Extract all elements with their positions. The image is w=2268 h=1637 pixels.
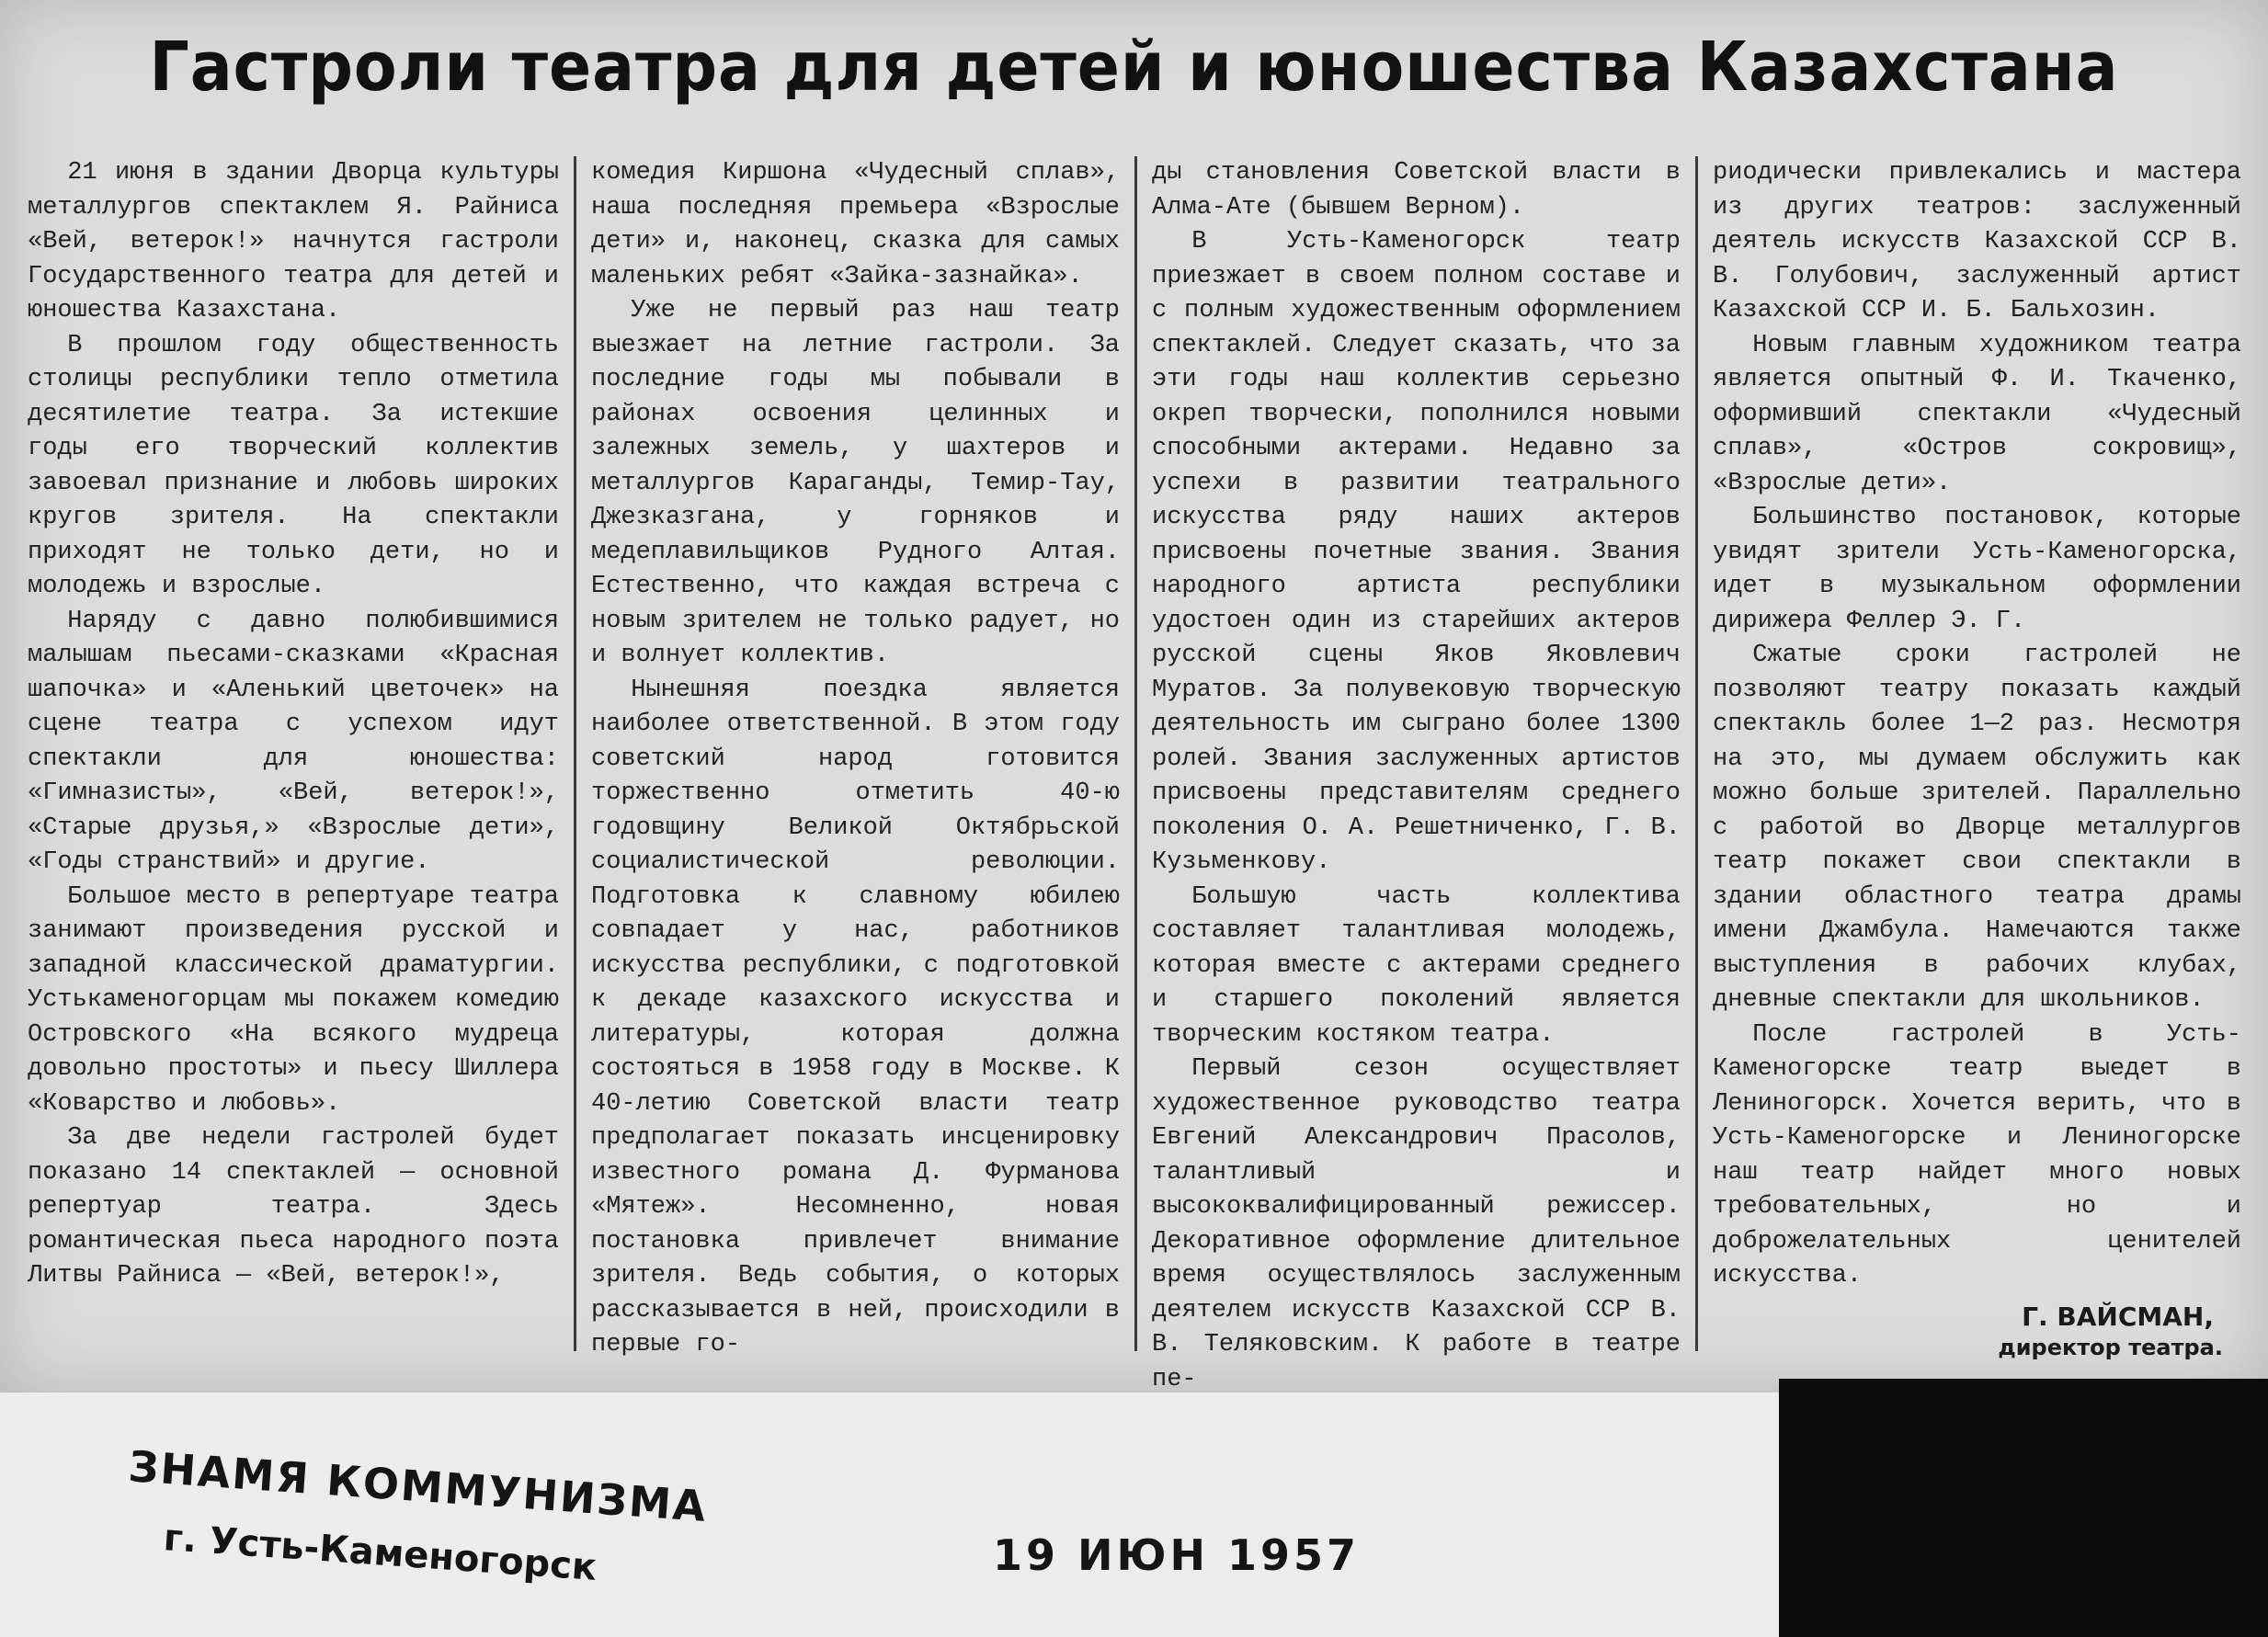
article-column-2 (574, 156, 1134, 1358)
paragraph: После гастролей в Усть-Каменогорске театр выедет в Лениногорск. Хочется верить, что в Усть-Каменогорске и Лениногорске наш театр найдет много новых требовательных, но и доброжелательных ценителей искусства. (1713, 1020, 2241, 1290)
paragraph: За две недели гастролей будет показано 14 спектаклей — основной репертуар театра. Здесь романтическая пьеса народного поэта Литвы Райниса — «Вей, ветерок!», (28, 1124, 559, 1290)
paragraph: Большое место в репертуаре театра занимают произведения русской и западной классической драматургии. Устькаменогорцам мы покажем комедию Островского «На всякого мудреца довольно простоты» и пьесу Шиллера «Коварство и любовь». (28, 882, 559, 1118)
newspaper-name-stamp: ЗНАМЯ КОММУНИЗМА (127, 1441, 710, 1531)
paragraph: Новым главным художником театра является опытный Ф. И. Ткаченко, оформивший спектакли «Чудесный сплав», «Остров сокровищ», «Взрослые дети». (1713, 331, 2241, 497)
article-column-1 (13, 156, 574, 1351)
paragraph: комедия Киршона «Чудесный сплав», наша последняя премьера «Взрослые дети» и, наконец, сказка для самых маленьких ребят «Зайка-зазнайка». (591, 159, 1120, 290)
author-signature: Г. ВАЙСМАН, (2022, 1301, 2214, 1332)
paragraph: В Усть-Каменогорск театр приезжает в своем полном составе и с полным художественным оформлением спектаклей. Следует сказать, что за эти годы наш коллектив серьезно окреп творчески, пополнился новыми способными актерами. Недавно за успехи в развитии театрального искусства ряду наших актеров присвоены почетные звания. Звания народного артиста республики удостоен один из старейших актеров русской сцены Яков Яковлевич Муратов. За полувековую творческую деятельность им сыграно более 1300 ролей. Звания заслуженных артистов присвоены представителям среднего поколения О. А. Решетниченко, Г. В. Кузьменкову. (1152, 228, 1681, 876)
paragraph: Нынешняя поездка является наиболее ответственной. В этом году советский народ готовится торжественно отметить 40-ю годовщину Великой Октябрьской социалистической революции. Подготовка к славному юбилею совпадает у нас, работников искусства республики, с подготовкой к декаде казахского искусства и литературы, которая должна состояться в 1958 году в Москве. К 40-летию Советской власти театр предполагает показать инсценировку известного романа Д. Фурманова «Мятеж». Несомненно, новая постановка привлечет внимание зрителя. Ведь события, о которых рассказывается в ней, происходили в первые го- (591, 676, 1120, 1358)
city-stamp: г. Усть-Каменогорск (162, 1517, 598, 1589)
author-title: директор театра. (1998, 1334, 2223, 1360)
date-stamp: 19 ИЮН 1957 (993, 1530, 1361, 1580)
article-column-4 (1695, 156, 2256, 1360)
paragraph: В прошлом году общественность столицы республики тепло отметила десятилетие театра. За истекшие годы его творческий коллектив завоевал признание и любовь широких кругов зрителя. На спектакли приходят не только дети, но и молодежь и взрослые. (28, 331, 559, 600)
paragraph: 21 июня в здании Дворца культуры металлургов спектаклем Я. Райниса «Вей, ветерок!» начнутся гастроли Государственного театра для детей и юношества Казахстана. (28, 159, 559, 324)
paragraph: Сжатые сроки гастролей не позволяют театру показать каждый спектакль более 1—2 раз. Несмотря на это, мы думаем обслужить как можно больше зрителей. Параллельно с работой во Дворце металлургов театр покажет свои спектакли в здании областного театра драмы имени Джамбула. Намечаются также выступления в рабочих клубах, дневные спектакли для школьников. (1713, 642, 2241, 1014)
paragraph: Первый сезон осуществляет художественное руководство театра Евгений Александрович Прасолов, талантливый и высококвалифицированный режиссер. Декоративное оформление длительное время осуществлялось заслуженным деятелем искусств Казахской ССР В. В. Теляковским. К работе в театре пе- (1152, 1055, 1681, 1393)
paragraph: ды становления Советской власти в Алма-Ате (бывшем Верном). (1152, 159, 1681, 222)
paragraph: Большинство постановок, которые увидят зрители Усть-Каменогорска, идет в музыкальном оформлении дирижера Феллер Э. Г. (1713, 504, 2241, 635)
article-column-3 (1134, 156, 1695, 1393)
mounting-paper (0, 1393, 1779, 1637)
paragraph: риодически привлекались и мастера из других театров: заслуженный деятель искусств Казахской ССР В. В. Голубович, заслуженный артист Казахской ССР И. Б. Бальхозин. (1713, 159, 2241, 324)
dark-background-corner (1779, 1379, 2268, 1637)
paragraph: Большую часть коллектива составляет талантливая молодежь, которая вместе с актерами среднего и старшего поколений является творческим костяком театра. (1152, 882, 1681, 1049)
article-columns (13, 156, 2256, 1393)
article-headline: Гастроли театра для детей и юношества Казахстана (149, 28, 2119, 107)
paragraph: Наряду с давно полюбившимися малышам пьесами-сказками «Красная шапочка» и «Аленький цветочек» на сцене театра с успехом идут спектакли для юношества: «Гимназисты», «Вей, ветерок!», «Старые друзья,» «Взрослые дети», «Годы странствий» и другие. (28, 607, 559, 876)
paragraph: Уже не первый раз наш театр выезжает на летние гастроли. За последние годы мы побывали в районах освоения целинных и залежных земель, у шахтеров и металлургов Караганды, Темир-Тау, Джезказгана, у горняков и медеплавильщиков Рудного Алтая. Естественно, что каждая встреча с новым зрителем не только радует, но и волнует коллектив. (591, 297, 1120, 669)
